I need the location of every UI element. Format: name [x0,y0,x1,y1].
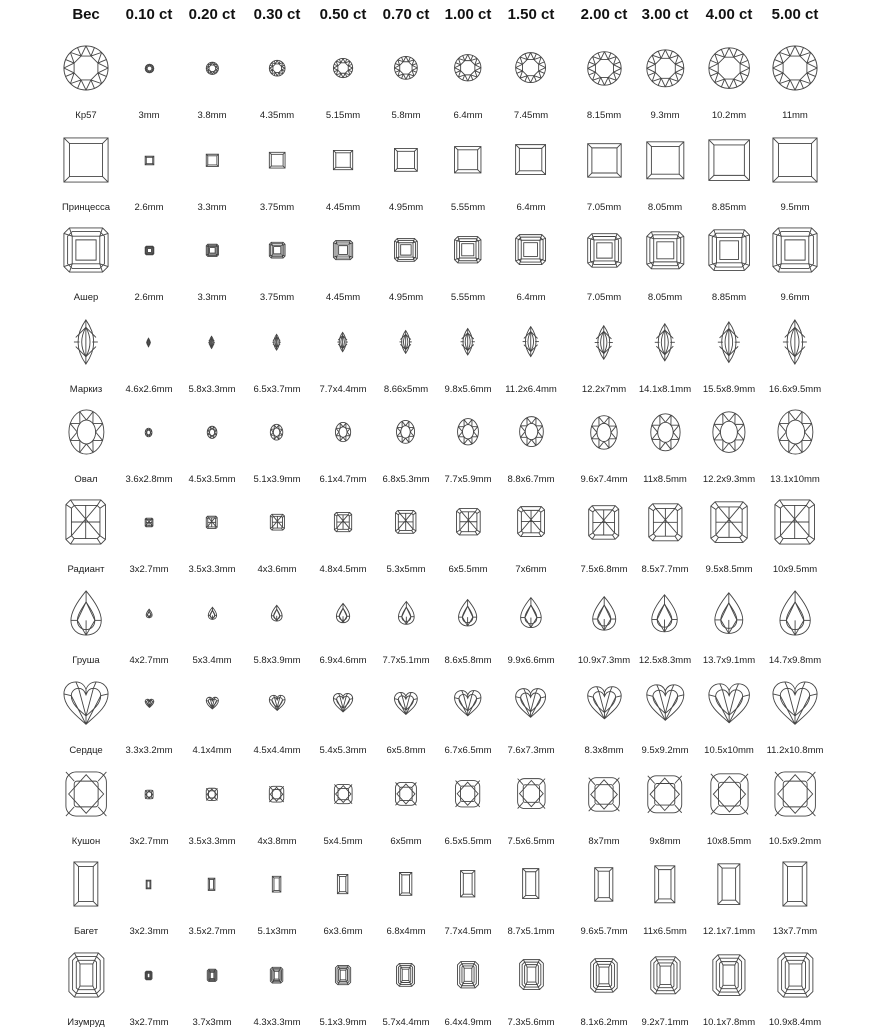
size-value: 10.9x7.3mm [577,655,631,666]
radiant-size-icon [774,499,815,545]
shape-label: Радиант [67,564,105,575]
size-value: 10.9x8.4mm [768,1017,822,1028]
round-size-icon [646,49,685,88]
size-value: 5.1x3.9mm [253,474,301,485]
size-value: 7.7x5.9mm [444,474,492,485]
size-value: 10.2mm [711,110,747,121]
size-value: 5.7x4.4mm [382,1017,430,1028]
emerald-size-icon [590,958,618,993]
cushion-size-icon [455,780,480,808]
size-value: 4.45mm [325,202,361,213]
oval-size-icon [590,415,618,450]
carat-header: 1.00 ct [444,6,492,23]
size-value: 4.8x4.5mm [319,564,367,575]
marquise-size-icon [399,330,412,354]
baguette-size-icon [782,861,808,907]
size-value: 6.4x4.9mm [444,1017,492,1028]
radiant-size-icon [334,512,352,532]
round-size-icon [145,64,154,73]
baguette-size-icon [272,876,281,892]
size-value: 8.66x5mm [383,384,429,395]
marquise-size-icon [337,332,348,352]
shape-label: Кушон [71,836,101,847]
size-value: 11mm [782,110,808,121]
cushion-size-icon [334,784,352,804]
shape-label: Багет [73,926,99,937]
size-value: 5.55mm [450,292,486,303]
oval-size-icon [777,409,814,455]
shape-label: Сердце [69,745,103,756]
heart-size-icon [454,690,482,716]
cushion-size-icon [517,778,546,809]
round-size-icon [515,52,546,83]
round-size-icon [772,45,818,91]
size-value: 8.5x7.7mm [641,564,689,575]
size-value: 6x5.5mm [448,564,488,575]
pear-size-icon [779,590,811,636]
pear-size-icon [398,601,415,625]
princess-size-icon [145,156,154,165]
size-value: 6x5mm [390,836,422,847]
size-value: 3x2.3mm [129,926,169,937]
size-value: 8.8x6.7mm [507,474,555,485]
asscher-size-icon [145,246,154,255]
asscher-size-icon [394,238,418,262]
oval-size-icon [519,416,544,447]
carat-header: 0.30 ct [253,6,301,23]
carat-header: 0.50 ct [319,6,367,23]
baguette-size-icon [522,868,539,899]
carat-header: 4.00 ct [705,6,753,23]
carat-header: 0.10 ct [125,6,173,23]
cushion-size-icon [588,777,620,812]
emerald-size-icon [777,952,814,998]
princess-size-icon [269,152,285,168]
cushion-size-icon [647,775,683,814]
emerald-size-icon [207,969,217,982]
size-value: 10x8.5mm [706,836,752,847]
heart-size-icon [587,686,622,720]
radiant-size-icon [270,514,285,530]
baguette-size-icon [654,865,676,904]
size-value: 6.1x4.7mm [319,474,367,485]
size-value: 7.7x4.4mm [319,384,367,395]
size-value: 4x3.6mm [257,564,297,575]
shape-label: Маркиз [69,384,103,395]
size-value: 9.6mm [780,292,810,303]
shape-label: Овал [74,474,98,485]
size-value: 7.5x6.5mm [507,836,555,847]
size-value: 4x2.7mm [129,655,169,666]
shape-label: Принцесса [61,202,111,213]
baguette-size-icon [717,863,741,905]
cushion-reference-icon [65,771,107,817]
size-value: 8.05mm [647,292,683,303]
size-value: 5x4.5mm [323,836,363,847]
size-value: 7x6mm [515,564,547,575]
size-value: 7.5x6.8mm [580,564,628,575]
emerald-size-icon [519,959,544,990]
size-value: 3.75mm [259,292,295,303]
size-value: 4.5x4.4mm [253,745,301,756]
princess-size-icon [454,146,482,174]
emerald-size-icon [712,954,746,996]
pear-reference-icon [70,590,102,636]
pear-size-icon [336,603,350,623]
heart-size-icon [333,693,353,712]
size-value: 9.8x5.6mm [444,384,492,395]
size-value: 5.1x3mm [257,926,297,937]
asscher-size-icon [587,233,622,268]
cushion-size-icon [145,790,153,799]
size-value: 7.3x5.6mm [507,1017,555,1028]
round-size-icon [333,58,353,78]
size-value: 9.5mm [780,202,810,213]
size-value: 4.5x3.5mm [188,474,236,485]
size-value: 5.1x3.9mm [319,1017,367,1028]
size-value: 10x9.5mm [772,564,818,575]
size-value: 6.8x5.3mm [382,474,430,485]
size-value: 6x3.6mm [323,926,363,937]
asscher-size-icon [269,242,285,258]
radiant-size-icon [588,505,619,540]
marquise-reference-icon [73,319,99,365]
size-value: 9.9x6.6mm [507,655,555,666]
size-value: 12.2x7mm [581,384,627,395]
heart-size-icon [646,684,685,721]
oval-size-icon [396,420,415,444]
size-value: 11x8.5mm [643,474,687,485]
size-value: 6.9x4.6mm [319,655,367,666]
size-value: 10.1x7.8mm [702,1017,756,1028]
carat-header: 0.20 ct [188,6,236,23]
size-value: 3.75mm [259,202,295,213]
size-value: 2.6mm [134,292,164,303]
size-value: 3.5x3.3mm [188,836,236,847]
heart-reference-icon [63,681,109,725]
size-value: 8.6x5.8mm [444,655,492,666]
size-value: 7.7x5.1mm [382,655,430,666]
size-value: 5.8x3.3mm [188,384,236,395]
size-value: 4.35mm [259,110,295,121]
heart-size-icon [394,692,418,715]
size-value: 3.3x3.2mm [125,745,173,756]
size-value: 3.5x2.7mm [188,926,236,937]
size-value: 4.95mm [388,292,424,303]
emerald-size-icon [650,956,681,995]
carat-header: 2.00 ct [580,6,628,23]
emerald-reference-icon [68,952,105,998]
size-value: 3mm [138,110,160,121]
size-value: 3.7x3mm [192,1017,232,1028]
size-value: 8.3x8mm [584,745,624,756]
pear-size-icon [458,599,477,627]
size-value: 3.3mm [197,292,227,303]
size-value: 12.1x7.1mm [702,926,756,937]
size-value: 6.4mm [516,292,546,303]
cushion-size-icon [395,782,417,806]
round-size-icon [708,47,750,89]
size-value: 3.8mm [197,110,227,121]
pear-size-icon [208,607,217,620]
princess-size-icon [515,144,546,175]
radiant-size-icon [206,516,217,529]
pear-size-icon [146,609,152,618]
round-size-icon [269,60,285,76]
carat-header: 0.70 ct [382,6,430,23]
oval-size-icon [457,418,479,446]
heart-size-icon [772,681,818,725]
baguette-size-icon [460,870,475,898]
radiant-reference-icon [65,499,106,545]
radiant-size-icon [395,510,416,534]
marquise-size-icon [460,328,475,356]
marquise-size-icon [208,336,215,349]
heart-size-icon [206,697,219,709]
radiant-size-icon [517,506,545,537]
size-value: 13.1x10mm [770,474,820,485]
shape-label: Ашер [73,292,99,303]
size-value: 13x7.7mm [772,926,818,937]
carat-header: 3.00 ct [641,6,689,23]
radiant-size-icon [145,518,153,527]
cushion-size-icon [269,786,284,802]
shape-label: Кр57 [75,110,97,121]
round-size-icon [587,51,622,86]
princess-size-icon [333,150,353,170]
size-value: 8.7x5.1mm [507,926,555,937]
cushion-size-icon [710,773,749,815]
size-value: 9.5x8.5mm [705,564,753,575]
size-value: 5.8mm [391,110,421,121]
size-value: 15.5x8.9mm [702,384,756,395]
round-size-icon [454,54,482,82]
emerald-size-icon [335,965,351,985]
size-value: 16.6x9.5mm [768,384,822,395]
size-value: 4.45mm [325,292,361,303]
princess-size-icon [646,141,685,180]
heart-size-icon [515,688,546,718]
size-value: 9.5x9.2mm [641,745,689,756]
size-value: 14.7x9.8mm [768,655,822,666]
size-value: 5.55mm [450,202,486,213]
princess-reference-icon [63,137,109,183]
size-value: 7.05mm [586,202,622,213]
size-value: 7.7x4.5mm [444,926,492,937]
size-value: 7.45mm [513,110,549,121]
princess-size-icon [206,154,219,167]
carat-header: 5.00 ct [771,6,819,23]
size-value: 5.15mm [325,110,361,121]
oval-reference-icon [68,409,105,455]
size-value: 9.6x5.7mm [580,926,628,937]
size-value: 14.1x8.1mm [638,384,692,395]
asscher-size-icon [646,231,685,270]
shape-label: Груша [72,655,100,666]
size-value: 8.15mm [586,110,622,121]
asscher-size-icon [206,244,219,257]
size-value: 11.2x6.4mm [505,384,557,395]
size-value: 9x8mm [649,836,681,847]
asscher-size-icon [772,227,818,273]
size-value: 2.6mm [134,202,164,213]
size-value: 7.05mm [586,292,622,303]
size-value: 6.4mm [516,202,546,213]
size-value: 6x5.8mm [386,745,426,756]
oval-size-icon [650,413,681,452]
size-value: 9.2x7.1mm [641,1017,689,1028]
size-value: 6.5x3.7mm [253,384,301,395]
round-reference-icon [63,45,109,91]
round-size-icon [394,56,418,80]
size-value: 10.5x10mm [704,745,754,756]
size-value: 12.2x9.3mm [702,474,756,485]
size-value: 4.6x2.6mm [125,384,173,395]
size-value: 9.3mm [650,110,680,121]
radiant-size-icon [456,508,481,536]
size-value: 3.3mm [197,202,227,213]
size-value: 5.3x5mm [386,564,426,575]
size-value: 8.05mm [647,202,683,213]
weight-header: Вес [72,6,100,23]
size-value: 3x2.7mm [129,836,169,847]
size-value: 8x7mm [588,836,620,847]
size-value: 6.4mm [453,110,483,121]
cushion-size-icon [206,788,218,801]
marquise-size-icon [146,338,151,347]
radiant-size-icon [648,503,683,542]
princess-size-icon [772,137,818,183]
asscher-size-icon [333,240,353,260]
size-value: 6.5x5.5mm [444,836,492,847]
size-value: 4x3.8mm [257,836,297,847]
marquise-size-icon [272,334,281,350]
size-value: 5.4x5.3mm [319,745,367,756]
size-value: 9.6x7.4mm [580,474,628,485]
size-value: 4.1x4mm [192,745,232,756]
size-value: 13.7x9.1mm [702,655,756,666]
baguette-size-icon [208,878,215,891]
size-value: 3x2.7mm [129,564,169,575]
oval-size-icon [335,422,351,442]
emerald-size-icon [457,961,479,989]
oval-size-icon [270,424,283,440]
size-value: 8.85mm [711,202,747,213]
marquise-size-icon [717,321,741,363]
size-value: 5x3.4mm [192,655,232,666]
size-value: 12.5x8.3mm [638,655,692,666]
carat-header: 1.50 ct [507,6,555,23]
pear-size-icon [714,592,744,634]
asscher-size-icon [454,236,482,264]
asscher-size-icon [708,229,750,271]
size-value: 11.2x10.8mm [766,745,824,756]
emerald-size-icon [270,967,283,983]
size-value: 10.5x9.2mm [768,836,822,847]
oval-size-icon [145,428,152,437]
pear-size-icon [592,596,616,631]
oval-size-icon [712,411,746,453]
size-value: 7.6x7.3mm [507,745,555,756]
size-value: 11x6.5mm [643,926,687,937]
asscher-reference-icon [63,227,109,273]
pear-size-icon [520,597,542,628]
cushion-size-icon [774,771,816,817]
baguette-size-icon [146,880,151,889]
princess-size-icon [394,148,418,172]
size-value: 3x2.7mm [129,1017,169,1028]
pear-size-icon [651,594,678,633]
baguette-size-icon [399,872,412,896]
marquise-size-icon [654,323,676,362]
size-value: 4.3x3.3mm [253,1017,301,1028]
round-size-icon [206,62,219,75]
marquise-size-icon [594,325,614,360]
size-value: 5.8x3.9mm [253,655,301,666]
asscher-size-icon [515,234,546,265]
princess-size-icon [708,139,750,181]
emerald-size-icon [396,963,415,987]
princess-size-icon [587,143,622,178]
baguette-size-icon [337,874,348,894]
size-value: 4.95mm [388,202,424,213]
emerald-size-icon [145,971,152,980]
marquise-size-icon [782,319,808,365]
size-value: 3.5x3.3mm [188,564,236,575]
baguette-size-icon [594,867,614,902]
size-value: 6.7x6.5mm [444,745,492,756]
size-value: 8.85mm [711,292,747,303]
pear-size-icon [271,605,282,621]
size-value: 6.8x4mm [386,926,426,937]
size-value: 3.6x2.8mm [125,474,173,485]
size-value: 8.1x6.2mm [580,1017,628,1028]
oval-size-icon [207,426,217,439]
baguette-reference-icon [73,861,99,907]
marquise-size-icon [522,326,539,357]
heart-size-icon [145,699,154,708]
heart-size-icon [708,683,750,724]
shape-label: Изумруд [67,1017,105,1028]
heart-size-icon [269,695,285,711]
radiant-size-icon [710,501,748,543]
